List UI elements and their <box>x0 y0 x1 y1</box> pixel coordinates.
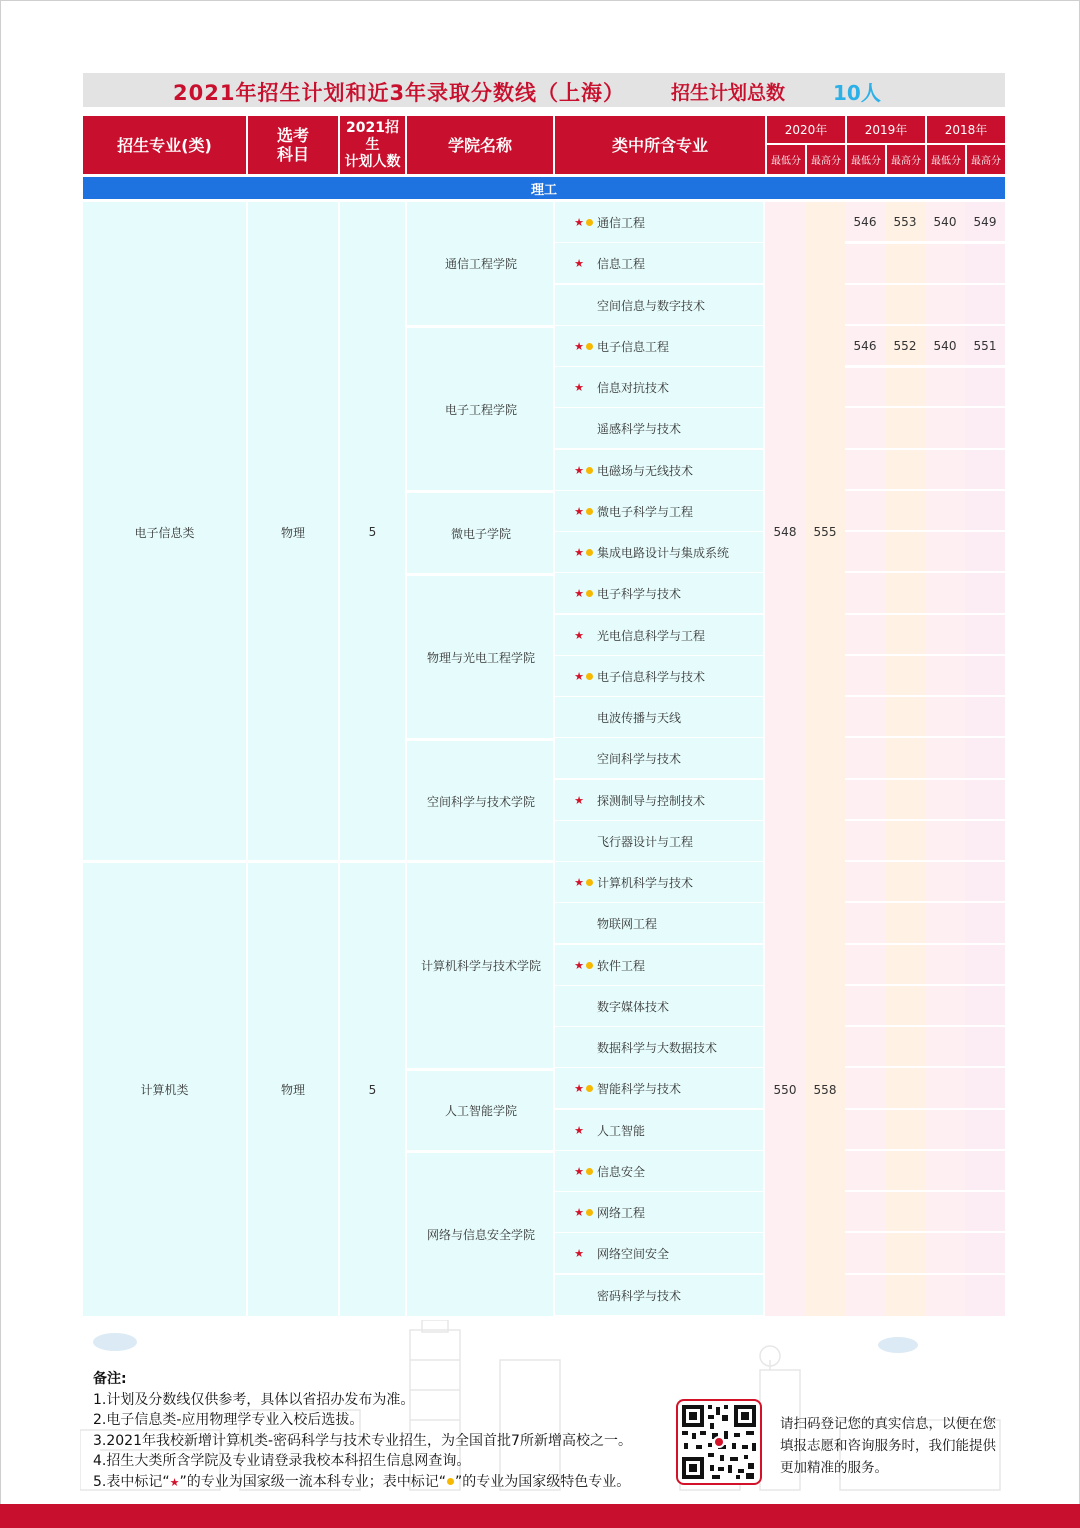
title-bar <box>83 73 1005 107</box>
major-row <box>555 945 763 987</box>
note-legend-middle: ”的专业为国家级一流本科专业；表中标记“ <box>179 1473 447 1490</box>
major-row <box>555 821 763 863</box>
dot-icon <box>586 962 593 969</box>
score-row-line <box>845 571 1005 573</box>
major-name: 信息对抗技术 <box>597 380 670 395</box>
star-icon: ★ <box>574 1205 584 1219</box>
score-row-dianzi <box>845 326 1005 368</box>
star-icon: ★ <box>574 1081 584 1095</box>
major-name: 空间科学与技术 <box>597 751 682 766</box>
total-value: 10人 <box>833 81 881 105</box>
dot-icon <box>447 1478 454 1485</box>
major-marks <box>555 671 595 682</box>
star-icon: ★ <box>574 463 584 477</box>
note-item: 3.2021年我校新增计算机类-密码科学与技术专业招生，为全国首批7所新增高校之一。 <box>93 1432 632 1449</box>
score-row-line <box>845 324 1005 326</box>
major-row <box>555 780 763 822</box>
major-row <box>555 1110 763 1152</box>
notes-section <box>93 1369 632 1492</box>
group-name-computer: 计算机类 <box>140 1083 189 1097</box>
score-row-line <box>845 778 1005 780</box>
star-icon: ★ <box>574 628 584 642</box>
star-icon: ★ <box>574 339 584 353</box>
score-row-line <box>845 241 1005 243</box>
page-title: 2021年招生计划和近3年录取分数线（上海） <box>173 81 626 105</box>
major-row <box>555 1192 763 1234</box>
major-marks <box>555 960 595 971</box>
major-name: 飞行器设计与工程 <box>597 834 694 849</box>
score-2018-max: 549 <box>973 215 997 229</box>
major-marks <box>555 258 595 269</box>
dot-icon <box>586 219 593 226</box>
star-icon: ★ <box>574 380 584 394</box>
score-2018-min: 540 <box>933 339 957 353</box>
college-cell: 人工智能学院 <box>444 1104 517 1118</box>
header-2020-min: 最低分 <box>767 145 805 174</box>
major-name: 物联网工程 <box>597 916 658 931</box>
major-marks <box>555 341 595 352</box>
major-name: 电子信息工程 <box>597 339 670 354</box>
qr-code[interactable] <box>676 1399 762 1485</box>
score-2020-max-computer: 558 <box>813 1082 837 1097</box>
major-name: 电磁场与无线技术 <box>597 463 694 478</box>
score-2020-max-electronic: 555 <box>813 525 837 539</box>
score-row-line <box>845 1025 1005 1027</box>
major-name: 电波传播与天线 <box>597 710 682 725</box>
major-marks <box>555 1207 595 1218</box>
qr-code-icon <box>678 1401 760 1483</box>
score-row-line <box>845 1108 1005 1110</box>
major-marks <box>555 465 595 476</box>
major-name: 数字媒体技术 <box>597 999 670 1014</box>
bottom-band <box>0 1504 1080 1528</box>
header-2018-min: 最低分 <box>927 145 965 174</box>
header-2019-max: 最高分 <box>887 145 925 174</box>
star-icon: ★ <box>574 545 584 559</box>
score-2020-min-computer: 550 <box>773 1082 797 1097</box>
star-icon: ★ <box>574 586 584 600</box>
score-row-line <box>845 943 1005 945</box>
major-marks <box>555 1248 595 1259</box>
score-2019-min: 546 <box>853 215 877 229</box>
score-row-line <box>845 365 1005 367</box>
star-icon: ★ <box>574 504 584 518</box>
score-row-line <box>845 1273 1005 1275</box>
score-row-line <box>845 901 1005 903</box>
header-subject: 选考 科目 <box>248 116 338 174</box>
header-2019-min: 最低分 <box>847 145 885 174</box>
star-icon: ★ <box>574 256 584 270</box>
major-row <box>555 450 763 492</box>
score-row-line <box>845 1231 1005 1233</box>
header-year-2019: 2019年 <box>847 116 925 143</box>
dot-icon <box>586 1168 593 1175</box>
major-marks <box>555 547 595 558</box>
major-name: 空间信息与数字技术 <box>597 298 706 313</box>
major-marks <box>555 1166 595 1177</box>
college-cell: 物理与光电工程学院 <box>426 650 535 665</box>
major-marks <box>555 588 595 599</box>
score-row-line <box>845 860 1005 862</box>
score-2019-min: 546 <box>853 339 877 353</box>
major-row <box>555 1275 763 1317</box>
score-row-line <box>845 984 1005 986</box>
score-row-line <box>845 1066 1005 1068</box>
star-icon: ★ <box>169 1475 180 1489</box>
header-majors: 类中所含专业 <box>555 116 765 174</box>
major-name: 探测制导与控制技术 <box>597 793 706 808</box>
dot-icon <box>586 590 593 597</box>
major-name: 信息安全 <box>597 1164 646 1179</box>
dot-icon <box>586 343 593 350</box>
major-row <box>555 367 763 409</box>
star-icon: ★ <box>574 1246 584 1260</box>
star-icon: ★ <box>574 958 584 972</box>
major-marks <box>555 506 595 517</box>
star-icon: ★ <box>574 875 584 889</box>
group-subject-computer: 物理 <box>280 1083 305 1097</box>
total-label: 招生计划总数 <box>671 82 786 104</box>
major-row <box>555 986 763 1028</box>
major-row <box>555 1233 763 1275</box>
major-row <box>555 862 763 904</box>
college-cell: 计算机科学与技术学院 <box>420 959 541 973</box>
star-icon: ★ <box>574 1123 584 1137</box>
major-row <box>555 1068 763 1110</box>
note-item: 2.电子信息类-应用物理学专业入校后选拔。 <box>93 1412 364 1428</box>
major-name: 电子信息科学与技术 <box>597 669 706 684</box>
major-name: 通信工程 <box>597 215 646 230</box>
major-name: 电子科学与技术 <box>597 586 682 601</box>
star-icon: ★ <box>574 793 584 807</box>
score-row-line <box>845 613 1005 615</box>
score-2019-max: 553 <box>893 215 917 229</box>
header-2018-max: 最高分 <box>967 145 1005 174</box>
major-name: 光电信息科学与工程 <box>597 628 706 643</box>
college-cell: 通信工程学院 <box>444 257 517 271</box>
major-row <box>555 697 763 739</box>
score-row-line <box>845 819 1005 821</box>
header-year-2018: 2018年 <box>927 116 1005 143</box>
score-row-line <box>845 489 1005 491</box>
major-row <box>555 532 763 574</box>
major-name: 智能科学与技术 <box>597 1081 682 1096</box>
major-name: 网络工程 <box>597 1205 646 1220</box>
group-subject-electronic: 物理 <box>280 525 305 540</box>
note-legend-suffix: ”的专业为国家级特色专业。 <box>455 1473 631 1490</box>
header-major-class: 招生专业(类) <box>83 116 246 174</box>
group-plan-electronic: 5 <box>368 525 377 539</box>
score-row-line <box>845 695 1005 697</box>
major-name: 人工智能 <box>597 1123 646 1138</box>
major-name: 集成电路设计与集成系统 <box>597 545 730 560</box>
dot-icon <box>586 508 593 515</box>
header-plan: 2021招生 计划人数 <box>340 116 405 174</box>
score-row-line <box>845 406 1005 408</box>
dot-icon <box>586 879 593 886</box>
score-row-line <box>845 448 1005 450</box>
star-icon: ★ <box>574 669 584 683</box>
star-icon: ★ <box>574 215 584 229</box>
major-row <box>555 408 763 450</box>
major-row <box>555 615 763 657</box>
dot-icon <box>586 549 593 556</box>
major-marks <box>555 1125 595 1136</box>
major-row <box>555 1151 763 1193</box>
major-row <box>555 285 763 327</box>
score-row-tongxin <box>845 202 1005 244</box>
dot-icon <box>586 1209 593 1216</box>
score-row-line <box>845 654 1005 656</box>
major-row <box>555 573 763 615</box>
major-name: 微电子科学与工程 <box>597 504 694 519</box>
dot-icon <box>586 467 593 474</box>
major-marks <box>555 382 595 393</box>
major-name: 网络空间安全 <box>597 1246 670 1261</box>
dot-icon <box>586 673 593 680</box>
header-year-2020: 2020年 <box>767 116 845 143</box>
notes-heading: 备注: <box>93 1371 127 1387</box>
header-2020-max: 最高分 <box>807 145 845 174</box>
dot-icon <box>586 1085 593 1092</box>
major-name: 遥感科学与技术 <box>597 421 682 436</box>
score-2018-min: 540 <box>933 215 957 229</box>
score-row-line <box>845 530 1005 532</box>
major-name: 密码科学与技术 <box>597 1288 682 1303</box>
major-row <box>555 738 763 780</box>
score-2018-max: 551 <box>973 339 997 353</box>
note-item-legend <box>93 1472 632 1493</box>
score-row-line <box>845 283 1005 285</box>
college-cell: 微电子学院 <box>450 526 511 541</box>
group-plan-computer: 5 <box>368 1082 377 1097</box>
major-marks <box>555 877 595 888</box>
major-row <box>555 903 763 945</box>
major-name: 信息工程 <box>597 256 646 271</box>
major-row <box>555 1027 763 1069</box>
major-row <box>555 202 763 244</box>
score-2019-max: 552 <box>893 339 917 353</box>
major-name: 数据科学与大数据技术 <box>597 1040 718 1055</box>
college-cell: 电子工程学院 <box>444 402 517 417</box>
score-2020-min-electronic: 548 <box>773 525 797 539</box>
note-item: 4.招生大类所含学院及专业请登录我校本科招生信息网查询。 <box>93 1453 471 1469</box>
star-icon: ★ <box>574 1164 584 1178</box>
major-row <box>555 326 763 368</box>
major-marks <box>555 630 595 641</box>
note-item: 1.计划及分数线仅供参考，具体以省招办发布为准。 <box>93 1391 415 1408</box>
category-bar: 理工 <box>83 177 1005 199</box>
major-name: 软件工程 <box>597 958 646 973</box>
college-cell: 空间科学与技术学院 <box>426 794 535 809</box>
score-row-line <box>845 1149 1005 1151</box>
qr-instructions: 请扫码登记您的真实信息，以便在您填报志愿和咨询服务时，我们能提供更加精准的服务。 <box>780 1416 996 1476</box>
major-row <box>555 491 763 533</box>
score-row-line <box>845 1190 1005 1192</box>
major-marks <box>555 795 595 806</box>
major-marks <box>555 217 595 228</box>
college-cell: 网络与信息安全学院 <box>426 1228 535 1242</box>
major-row <box>555 656 763 698</box>
score-row-line <box>845 736 1005 738</box>
header-college: 学院名称 <box>407 116 553 174</box>
major-marks <box>555 1083 595 1094</box>
major-row <box>555 243 763 285</box>
group-name-electronic: 电子信息类 <box>134 525 195 540</box>
note-legend-prefix: 5.表中标记“ <box>93 1473 170 1490</box>
major-name: 计算机科学与技术 <box>597 875 694 890</box>
